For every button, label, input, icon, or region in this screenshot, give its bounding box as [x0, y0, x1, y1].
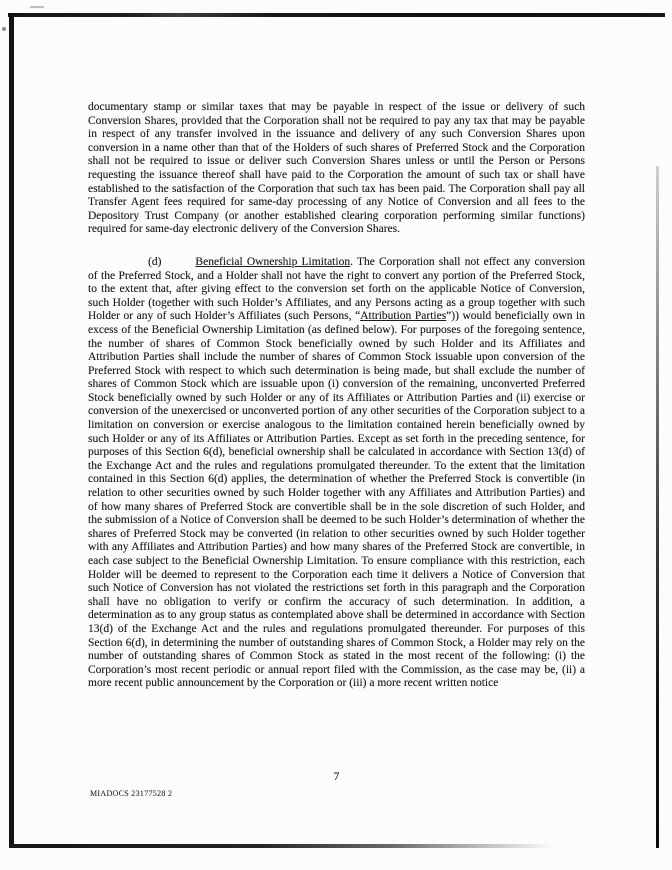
clause-body-part2: ”)) would beneficially own in excess of the Beneficial Ownership Limitation (as defined below). For purposes of the foregoing sentence, the number of shares of Common Stock beneficially owned by such Holder and its Affiliates and Attribution Parties shall include the number of shares of Common Stock issuable upon conversion of the Preferred Stock with respect to which such determination is being made, but shall exclude the number of shares of Common Stock which are issuable upon (i) conversion of the remaining, unconverted Preferred Stock beneficially owned by such Holder or any of its Affiliates or Attribution Parties and (ii) exercise or conversion of the unexercised or unconverted portion of any other securities of the Corporation subject to a limitation on conversion or exercise analogous to the limitation contained herein beneficially owned by such Holder or any of its Affiliates or Attribution Parties. Except as set forth in the preceding sentence, for purposes of this Section 6(d), beneficial ownership shall be calculated in accordance with Section 13(d) of the Exchange Act and the rules and regulations promulgated thereunder. To the extent that the limitation contained in this Section 6(d) applies, the determination of whether the Preferred Stock is convertible (in relation to other securities owned by such Holder together with any Affiliates and Attribution Parties) and of how many shares of Preferred Stock are convertible shall be in the sole discretion of such Holder, and the submission of a Notice of Conversion shall be deemed to be such Holder’s determination of whether the shares of Preferred Stock may be converted (in relation to other securities owned by such Holder together with any Affiliates and Attribution Parties) and how many shares of the Preferred Stock are convertible, in each case subject to the Beneficial Ownership Limitation. To ensure compliance with this restriction, each Holder will be deemed to represent to the Corporation each time it delivers a Notice of Conversion that such Notice of Conversion has not violated the restrictions set forth in this paragraph and the Corporation shall have no obligation to verify or confirm the accuracy of such determination. In addition, a determination as to any group status as contemplated above shall be determined in accordance with Section 13(d) of the Exchange Act and the rules and regulations promulgated thereunder. For purposes of this Section 6(d), in determining the number of outstanding shares of Common Stock, a Holder may rely on the number of outstanding shares of Common Stock as stated in the most recent of the following: (i) the Corporation’s most recent periodic or annual report filed with the Commission, as the case may be, (ii) a more recent public announcement by the Corporation or (iii) a more recent written notice [88, 310, 585, 690]
scan-border-top [8, 13, 665, 17]
scan-border-left [9, 13, 14, 848]
document-id-footer: MIADOCS 23177528 2 [90, 789, 173, 798]
scan-border-bottom [10, 844, 555, 848]
scan-artifact-mark [30, 6, 44, 8]
page-number: 7 [333, 771, 340, 783]
clause-label: (d) [148, 255, 162, 268]
paragraph-beneficial-ownership-limitation [88, 256, 585, 691]
scan-border-right [656, 166, 659, 848]
paragraph-conversion-taxes: documentary stamp or similar taxes that may be payable in respect of the issue or delivery of such Conversion Shares, provided that the Corporation shall not be required to pay any tax that may be payable in respect of any transfer involved in the issuance and delivery of any such Conversion Shares upon conversion in a name other than that of the Holders of such shares of Preferred Stock and the Corporation shall not be required to issue or deliver such Conversion Shares unless or until the Person or Persons requesting the issuance thereof shall have paid to the Corporation the amount of such tax or shall have established to the satisfaction of the Corporation that such tax has been paid. The Corporation shall pay all Transfer Agent fees required for same-day processing of any Notice of Conversion and all fees to the Depository Trust Company (or another established clearing corporation performing similar functions) required for same-day electronic delivery of the Conversion Shares. [88, 101, 585, 236]
clause-body-part1: . The Corporation shall not effect any conversion of the Preferred Stock, and a Holder shall not have the right to convert any portion of the Preferred Stock, to the extent that, after giving effect to the conversion set forth on the applicable Notice of Conversion, such Holder (together with such Holder’s Affiliates, and any Persons acting as a group together with such Holder or any of such Holder’s Affiliates (such Persons, “ [88, 255, 585, 323]
scan-artifact-speck [2, 27, 6, 31]
clause-heading: Beneficial Ownership Limitation [195, 255, 351, 268]
document-body [88, 101, 585, 691]
attribution-parties-term: Attribution Parties [360, 310, 447, 323]
